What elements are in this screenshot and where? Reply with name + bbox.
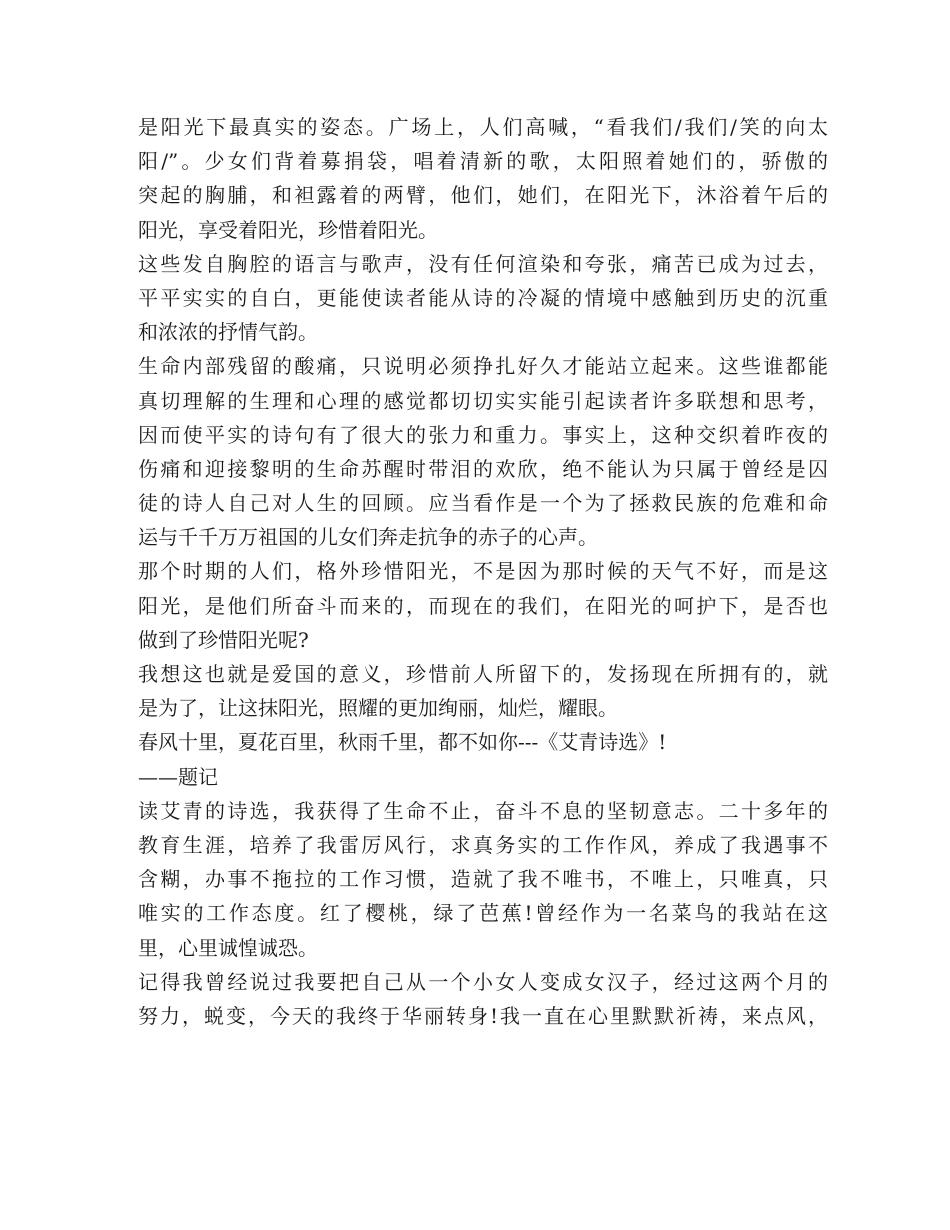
text-line: 我想这也就是爱国的意义，珍惜前人所留下的，发扬现在所拥有的，就 (138, 662, 828, 686)
text-line: ——题记 (138, 764, 218, 789)
text-line: 突起的胸脯，和袒露着的两臂，他们，她们，在阳光下，沐浴着午后的 (138, 183, 828, 208)
text-line: 阳/”。少女们背着募捐袋，唱着清新的歌，太阳照着她们的，骄傲的 (138, 149, 828, 174)
text-line: 阳光，享受着阳光，珍惜着阳光。 (138, 217, 438, 242)
text-line: 记得我曾经说过我要把自己从一个小女人变成女汉子，经过这两个月的 (138, 969, 828, 994)
text-line: 徒的诗人自己对人生的回顾。应当看作是一个为了拯救民族的危难和命 (138, 491, 828, 516)
text-line: 伤痛和迎接黎明的生命苏醒时带泪的欢欣，绝不能认为只属于曾经是囚 (138, 456, 828, 481)
text-line: 做到了珍惜阳光呢? (138, 627, 309, 652)
text-line: 阳光，是他们所奋斗而来的，而现在的我们，在阳光的呵护下，是否也 (138, 593, 828, 618)
text-line: 教育生涯，培养了我雷厉风行，求真务实的工作作风，养成了我遇事不 (138, 832, 828, 857)
text-line: 那个时期的人们，格外珍惜阳光，不是因为那时候的天气不好，而是这 (138, 559, 828, 584)
text-line: 是阳光下最真实的姿态。广场上，人们高喊，“看我们/我们/笑的向太 (138, 115, 828, 139)
text-line: 含糊，办事不拖拉的工作习惯，造就了我不唯书，不唯上，只唯真，只 (138, 867, 828, 892)
text-line: 和浓浓的抒情气韵。 (138, 320, 318, 345)
document-body (138, 110, 828, 1033)
text-line: 生命内部残留的酸痛，只说明必须挣扎好久才能站立起来。这些谁都能 (138, 354, 828, 379)
text-line: 努力，蜕变，今天的我终于华丽转身!我一直在心里默默祈祷，来点风， (138, 1003, 828, 1028)
text-line: 是为了，让这抹阳光，照耀的更加绚丽，灿烂，耀眼。 (138, 696, 618, 721)
text-line: 唯实的工作态度。红了樱桃，绿了芭蕉!曾经作为一名菜鸟的我站在这 (138, 901, 828, 926)
text-line: 平平实实的自白，更能使读者能从诗的冷凝的情境中感触到历史的沉重 (138, 285, 828, 310)
text-line: 运与千千万万祖国的儿女们奔走抗争的赤子的心声。 (138, 525, 598, 550)
text-line: 读艾青的诗选，我获得了生命不止，奋斗不息的坚韧意志。二十多年的 (138, 798, 828, 823)
text-line: 真切理解的生理和心理的感觉都切切实实能引起读者许多联想和思考， (138, 388, 828, 413)
text-line: 里，心里诚惶诚恐。 (138, 935, 318, 960)
text-line: 春风十里，夏花百里，秋雨千里，都不如你---《艾青诗选》! (138, 730, 667, 755)
text-line: 这些发自胸腔的语言与歌声，没有任何渲染和夸张，痛苦已成为过去， (138, 251, 828, 276)
text-line: 因而使平实的诗句有了很大的张力和重力。事实上，这种交织着昨夜的 (138, 422, 828, 447)
